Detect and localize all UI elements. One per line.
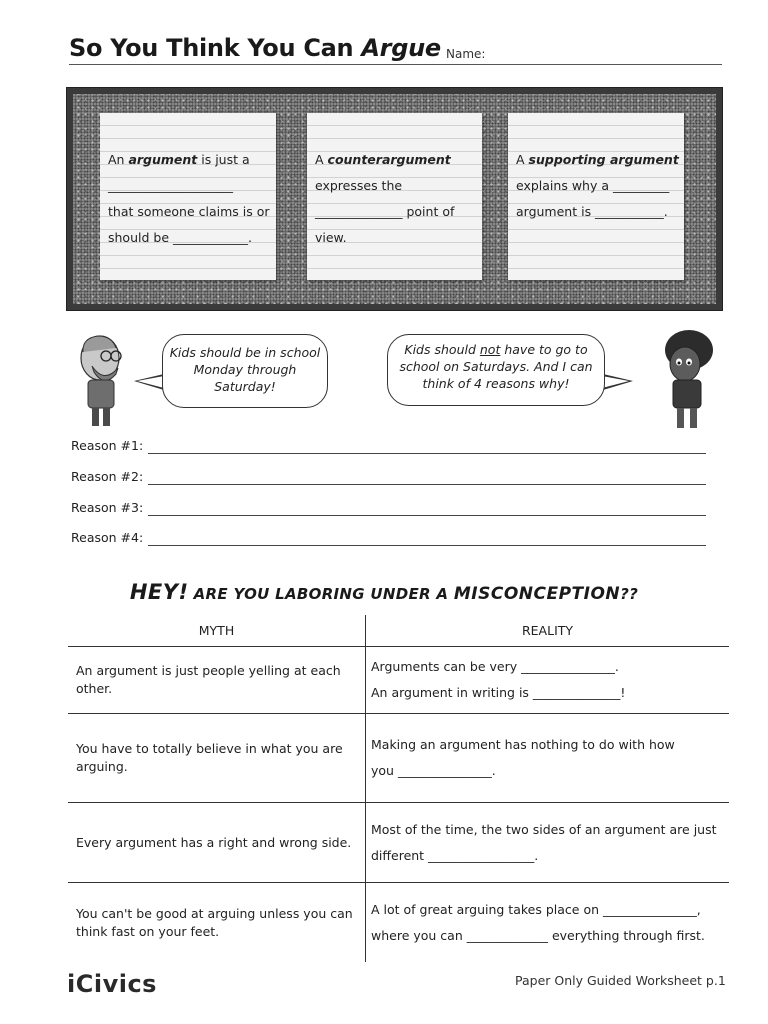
card-line[interactable]: ____________________ xyxy=(108,178,233,193)
note-card-counterargument xyxy=(307,113,482,280)
reality-cell[interactable]: Making an argument has nothing to do with how you _______________. xyxy=(366,714,730,803)
table-row xyxy=(68,883,729,963)
reason-label-1: Reason #1: xyxy=(71,438,144,453)
card-line[interactable]: argument is ___________. xyxy=(516,204,668,219)
speech-bubble-teacher: Kids should be in school Monday through Saturday! xyxy=(162,334,328,408)
worksheet-title xyxy=(69,34,441,62)
title-emphasis: Argue xyxy=(361,34,441,62)
myth-cell: You can't be good at arguing unless you can think fast on your feet. xyxy=(76,905,353,939)
reality-cell[interactable]: Most of the time, the two sides of an argument are just different _________________. xyxy=(366,803,730,883)
reason-answer-line-1[interactable] xyxy=(148,453,706,454)
student-character-illustration xyxy=(655,328,723,432)
card-line[interactable]: ______________ point of xyxy=(315,204,455,219)
title-main: So You Think You Can xyxy=(69,34,354,62)
footer-page-label: Paper Only Guided Worksheet p.1 xyxy=(515,973,726,988)
reality-column-header: REALITY xyxy=(366,615,730,647)
table-row xyxy=(68,803,729,883)
card-line[interactable]: An argument is just a xyxy=(108,152,250,167)
speech-bubble-student: Kids should not have to go to school on Saturdays. And I can think of 4 reasons why! xyxy=(387,334,605,406)
teacher-character-illustration xyxy=(70,330,134,430)
icivics-logo: iCivics xyxy=(67,970,157,998)
table-row xyxy=(68,647,729,714)
myth-cell: You have to totally believe in what you are arguing. xyxy=(68,714,366,803)
card-line: view. xyxy=(315,230,347,245)
table-row xyxy=(68,714,729,803)
speech-bubble-tail xyxy=(602,376,629,388)
reason-answer-line-4[interactable] xyxy=(148,545,706,546)
card-line[interactable]: explains why a _________ xyxy=(516,178,670,193)
myth-cell: An argument is just people yelling at each other. xyxy=(68,647,366,714)
misconception-heading: HEY! ARE YOU LABORING UNDER A MISCONCEPTION?? xyxy=(129,580,639,604)
speech-bubble-tail xyxy=(137,376,164,388)
myth-reality-table xyxy=(68,615,729,962)
reality-cell[interactable]: A lot of great arguing takes place on _______________, where you can _____________ everything through first. xyxy=(366,883,730,963)
reality-cell[interactable]: Arguments can be very _______________. An argument in writing is ______________! xyxy=(366,647,730,714)
reason-label-4: Reason #4: xyxy=(71,530,144,545)
card-line: that someone claims is or xyxy=(108,204,270,219)
card-line: expresses the xyxy=(315,178,403,193)
reason-answer-line-2[interactable] xyxy=(148,484,706,485)
reason-label-3: Reason #3: xyxy=(71,500,144,515)
card-line[interactable]: should be ____________. xyxy=(108,230,252,245)
myth-column-header: MYTH xyxy=(68,615,366,647)
note-card-supporting-argument xyxy=(508,113,684,280)
name-line[interactable] xyxy=(69,64,722,65)
myth-cell: Every argument has a right and wrong side. xyxy=(68,803,366,883)
note-card-argument xyxy=(100,113,276,280)
card-line: A supporting argument xyxy=(516,152,679,167)
reason-label-2: Reason #2: xyxy=(71,469,144,484)
reason-answer-line-3[interactable] xyxy=(148,515,706,516)
name-label: Name: xyxy=(446,47,486,61)
card-line: A counterargument xyxy=(315,152,451,167)
